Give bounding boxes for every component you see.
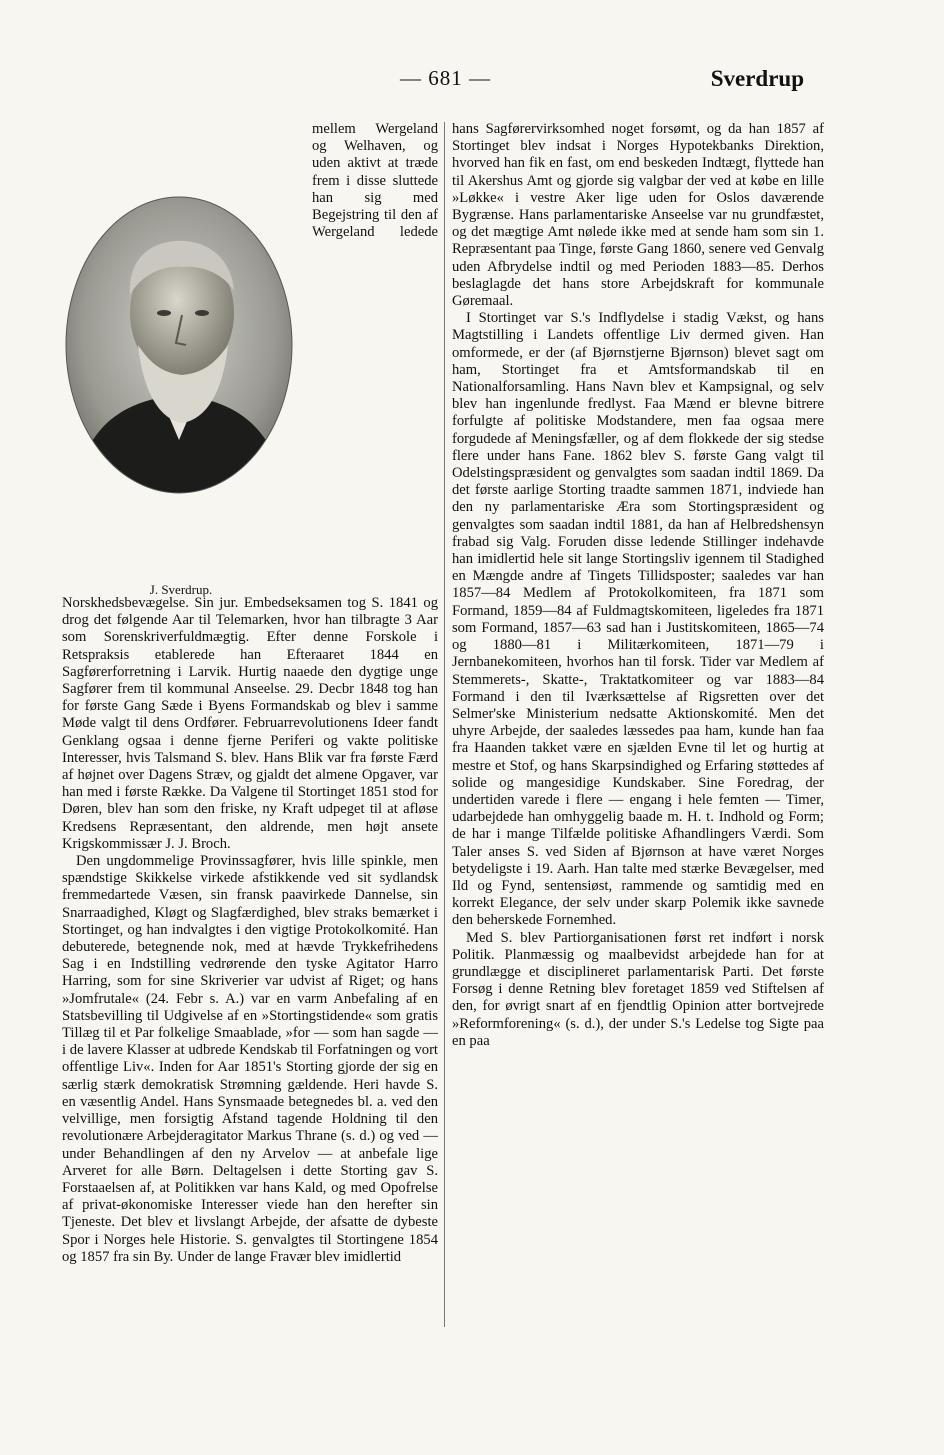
portrait-caption: J. Sverdrup. <box>149 582 213 597</box>
running-head: Sverdrup <box>710 66 804 91</box>
paragraph <box>62 853 438 1266</box>
paragraph <box>452 930 824 1050</box>
column-divider <box>444 122 445 1327</box>
page-number: — 681 — <box>400 66 491 90</box>
paragraph-text: I Stortinget var S.'s Indflydelse i stadig Vækst, og hans Magtstilling i Landets offentlige Liv dermed given. Han omformede, er der (af Bjørnstjerne Bjørnson) blevet sagt om ham, Stortinget fra et Amtsformandskab til en Nationalforsamling. Hans Navn blev et Kampsignal, og selv blev han ingenlunde fredlyst. Faa Mænd er blevne bitrere forfulgte af politiske Modstandere, men faa ogsaa mere forgudede af Meningsfæller, og af dem flokkede der sig stedse flere under hans Fane. 1862 blev S. første Gang valgt til Odelstingspræsident og genvalgtes som saadan indtil 1869. Da det første aarlige Storting traadte sammen 1871, indviede han den ny parlamentariske Æra som Stortingspræsident og genvalgtes som saadan indtil 1881, da han af Helbredshensyn frabad sig Valg. Foruden disse ledende Stillinger indehavde han imidlertid hele sit lange Stortingsliv igennem til Stadighed en Mængde andre af Tingets Tillidsposter; saaledes var han 1857—84 Medlem af Protokolkomiteen, fra 1871 som Formand, 1859—84 af Fuldmagtskomiteen, ligeledes fra 1871 som Formand, 1857—63 sad han i Justitskomiteen, 1865—74 og 1880—81 i Militærkomiteen, 1871—79 i Jernbanekomiteen, hvorhos han til forsk. Tider var Medlem af Stemmerets-, Skatte-, Traktatkomiteer og var 1883—84 Formand i den til Iværksættelse af Rigsretten over det Selmer'ske Ministerium nedsatte Aktionskomité. Men det uhyre Arbejde, der saaledes læssedes paa ham, kunde han faa fra Haanden takket være en sjælden Evne til let og hurtig at mestre et Stof, og hans Skarpsindighed og Erfaring støttedes af solide og mangesidige Kundskaber. Sine Foredrag, der undertiden varede i flere — engang i hele femten — Timer, udarbejdede han omhyggelig baade m. H. t. Indhold og Form; de har i mange Tilfælde politiske Afhandlingers Værdi. Som Taler anses S. ved Siden af Bjørnson at have været Norges betydeligste i 19. Aarh. Han talte med stærke Bevægelser, med Ild og Fynd, sentensiøst, rammende og samtidig med en korrekt Elegance, der selv under skarp Polemik ikke savnede den beherskede Fornemhed. <box>452 310 824 929</box>
paragraph <box>452 121 824 310</box>
portrait-figure <box>58 191 304 595</box>
left-column <box>62 121 438 1266</box>
paragraph-text: mellem Wergeland og Welhaven, og uden aktivt at træde frem i disse sluttede han sig med Begejstring til den af Wergeland ledede Norskhedsbevægelse. Sin jur. Embedseksamen tog S. 1841 og drog det følgende Aar til Telemarken, hvor han tilbragte 3 Aar som Sorenskriverfuldmægtig. Efter denne Forskole i Retspraksis etablerede han Efteraaret 1844 en Sagførerforretning i Larvik. Hurtig naaede den dygtige unge Sagfører frem til kommunal Anseelse. 29. Decbr 1848 tog han for første Gang Sæde i Byens Formandskab og blev i samme Møde valgt til dens Ordfører. Februarrevolutionens Ideer fandt Genklang ogsaa i denne fjerne Periferi og vakte politiske Interesser, hvis Talsmand S. blev. Hans Blik var fra første Færd af højnet over Dagens Stræv, og gjaldt det almene Opgaver, var han med i første Række. Da Valgene til Stortinget 1851 stod for Døren, blev han som den friske, ny Kraft udpeget til at afløse Kredsens Repræsentant, den aldrende, men højt ansete Krigskommissær J. J. Broch. <box>62 121 438 852</box>
right-column <box>452 121 824 1050</box>
paragraph-text: Med S. blev Partiorganisationen først ret indført i norsk Politik. Planmæssig og maalbevidst arbejdede han for at grundlægge et disciplineret parlamentarisk Parti. Det første Forsøg i denne Retning blev foretaget 1859 ved Stiftelsen af den, for øvrigt snart af en fjendtlig Opinion atter bortvejrede »Reformforening« (s. d.), der under S.'s Ledelse tog Sigte paa en paa <box>452 929 824 1049</box>
paragraph <box>62 121 438 853</box>
paragraph-text: hans Sagførervirksomhed noget forsømt, og da han 1857 af Stortinget blev indsat i Norges Hypotekbanks Direktion, hvorved han fik en fast, om end beskeden Indtægt, flyttede han til Akershus Amt og gjorde sig valgbar der ved at købe en lille »Løkke« i vestre Aker lige uden for Oslos daværende Bygrænse. Hans parlamentariske Anseelse var nu grundfæstet, og det mægtige Amt nølede ikke med at sende ham som sin 1. Repræsentant paa Tinge, første Gang 1860, senere ved Genvalg uden Afbrydelse indtil og med Perioden 1883—85. Derhos beslaglagde det hans store Arbejdskraft for kommunale Gøremaal. <box>452 121 824 310</box>
portrait-image <box>64 195 294 495</box>
page-header <box>0 66 944 96</box>
paragraph-text: Den ungdommelige Provinssagfører, hvis lille spinkle, men spændstige Skikkelse virkede afstikkende ved sit sydlandsk fremmedartede Væsen, sin fransk paavirkede Dannelse, sin Snarraadighed, Kløgt og Slagfærdighed, blev straks bemærket i Stortinget, og han indvalgtes i den vigtige Protokolkomité. Han debuterede, betegnende nok, med at hævde Trykkefrihedens Sag i en Indstilling vedrørende den tyske Agitator Harro Harring, som for sine Skriverier var udvist af Riget; og hans »Jomfrutale« (24. Febr s. A.) var en varm Anbefaling af en Statsbevilling til Udgivelse af en »Stortingstidende« som gratis Tillæg til et Par folkelige Smaablade, »for — som han sagde — i de lavere Klasser at udbrede Kendskab til Forfatningen og vort offentlige Liv«. Inden for Aar 1851's Storting gjorde der sig en særlig stærk demokratisk Strømning gældende. Heri havde S. en væsentlig Andel. Hans Synsmaade betegnedes bl. a. ved den velvillige, men forsigtig Afstand tagende Holdning til den revolutionære Arbejderagitator Markus Thrane (s. d.) og ved — under Behandlingen af den ny Arvelov — at anbefale lige Arveret for alle Børn. Deltagelsen i dette Storting gav S. Forstaaelsen af, at Politikken var hans Kald, og med Opofrelse af privat-økonomiske Interesser viede han den herefter sin Tjeneste. Det blev et livslangt Arbejde, der afsatte de dybeste Spor i Norges hele Historie. S. genvalgtes til Stortingene 1854 og 1857 fra sin By. Under de lange Fravær blev imidlertid <box>62 853 438 1265</box>
paragraph <box>452 310 824 929</box>
